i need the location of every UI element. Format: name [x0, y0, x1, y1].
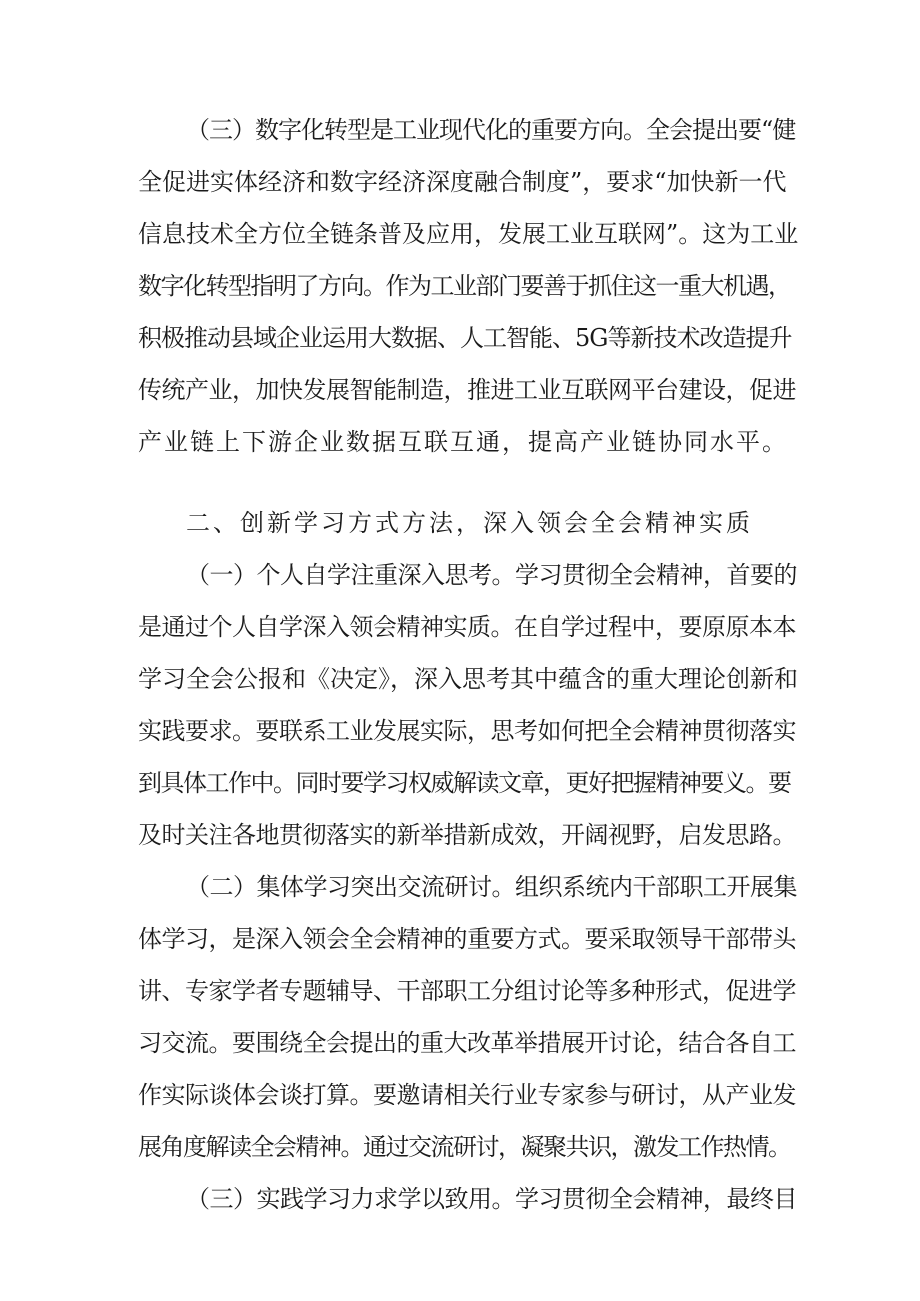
paragraph-line: 及时关注各地贯彻落实的新举措新成效，开阔视野，启发思路。 — [138, 821, 796, 849]
paragraph-line: 传统产业，加快发展智能制造，推进工业互联网平台建设，促进 — [138, 376, 796, 404]
paragraph-line: 体学习，是深入领会全会精神的重要方式。要采取领导干部带头 — [138, 925, 796, 953]
paragraph-line: 到具体工作中。同时要学习权威解读文章，更好把握精神要义。要 — [138, 769, 791, 797]
paragraph-line: 展角度解读全会精神。通过交流研讨，凝聚共识，激发工作热情。 — [138, 1133, 791, 1161]
section-heading: 二、创新学习方式方法，深入领会全会精神实质 — [186, 509, 753, 537]
paragraph-line: （三）实践学习力求学以致用。学习贯彻全会精神，最终目 — [186, 1185, 797, 1213]
paragraph-line: 信息技术全方位全链条普及应用，发展工业互联网”。这为工业 — [138, 220, 799, 248]
paragraph-line: 学习全会公报和《决定》，深入思考其中蕴含的重大理论创新和 — [138, 665, 798, 693]
paragraph-line: （二）集体学习突出交流研讨。组织系统内干部职工开展集 — [186, 873, 797, 901]
paragraph-line: 习交流。要围绕全会提出的重大改革举措展开讨论，结合各自工 — [138, 1029, 796, 1057]
paragraph-line: （一）个人自学注重深入思考。学习贯彻全会精神，首要的 — [186, 561, 797, 589]
paragraph-line: （三）数字化转型是工业现代化的重要方向。全会提出要“健 — [186, 116, 796, 144]
paragraph-line: 讲、专家学者专题辅导、干部职工分组讨论等多种形式，促进学 — [138, 977, 796, 1005]
paragraph-line: 是通过个人自学深入领会精神实质。在自学过程中，要原原本本 — [138, 613, 796, 641]
paragraph-line: 数字化转型指明了方向。作为工业部门要善于抓住这一重大机遇， — [138, 272, 791, 300]
paragraph-line: 作实际谈体会谈打算。要邀请相关行业专家参与研讨，从产业发 — [138, 1081, 796, 1109]
paragraph-line: 实践要求。要联系工业发展实际，思考如何把全会精神贯彻落实 — [138, 717, 796, 745]
paragraph-line: 全促进实体经济和数字经济深度融合制度”，要求“加快新一代 — [138, 168, 787, 196]
paragraph-line: 积极推动县域企业运用大数据、人工智能、5G等新技术改造提升 — [138, 324, 792, 352]
paragraph-line: 产业链上下游企业数据互联互通，提高产业链协同水平。 — [138, 428, 788, 456]
